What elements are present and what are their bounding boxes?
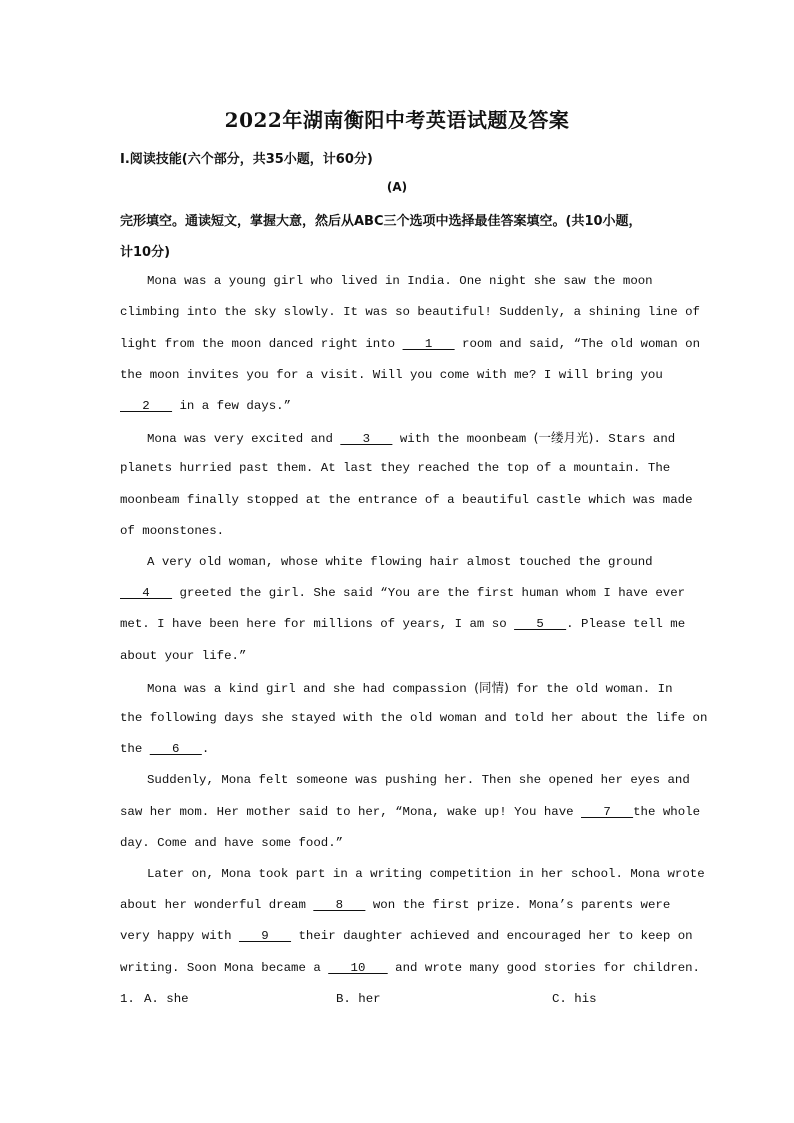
passage-line: climbing into the sky slowly. It was so beautiful! Suddenly, a shining line of	[120, 305, 700, 319]
text-segment: Mona was a kind girl and she had compassion	[147, 682, 475, 696]
passage-line	[120, 399, 291, 413]
text-segment: Mona was very excited and	[147, 432, 341, 446]
passage-line: planets hurried past them. At last they reached the top of a mountain. The	[120, 461, 671, 475]
passage-line	[147, 428, 675, 446]
text-segment: for the old woman. In	[508, 682, 673, 696]
blank-6: 6	[149, 742, 202, 756]
text-segment: . Stars and	[593, 432, 676, 446]
passage-line: of moonstones.	[120, 524, 225, 538]
text-segment: . Please tell me	[566, 617, 686, 631]
passage-line	[120, 961, 700, 975]
passage-line	[120, 929, 693, 943]
passage-line	[120, 742, 209, 756]
passage-line	[120, 898, 670, 912]
part-label: (A)	[386, 180, 408, 194]
question-1-option-a: A. she	[144, 992, 189, 1006]
chinese-gloss: (一缕月光)	[533, 430, 594, 445]
instructions-line-1: 完形填空。通读短文，掌握大意，然后从ABC三个选项中选择最佳答案填空。(共10小题，	[120, 214, 642, 229]
question-1-number: 1.	[120, 992, 135, 1006]
text-segment: with the moonbeam	[392, 432, 534, 446]
section-heading: I.阅读技能(六个部分，共35小题，计60分)	[120, 152, 373, 167]
passage-line: the moon invites you for a visit. Will you come with me? I will bring you	[120, 368, 663, 382]
passage-line: moonbeam finally stopped at the entrance of a beautiful castle which was made	[120, 493, 693, 507]
blank-7: 7	[581, 805, 634, 819]
text-segment: .	[201, 742, 210, 756]
document-title: 2022年湖南衡阳中考英语试题及答案	[224, 108, 570, 132]
blank-3: 3	[340, 432, 393, 446]
text-segment: in a few days.”	[172, 399, 292, 413]
blank-10: 10	[328, 961, 388, 975]
passage-line	[120, 805, 700, 819]
passage-line: A very old woman, whose white flowing hair almost touched the ground	[147, 555, 653, 569]
question-1-option-b: B. her	[336, 992, 381, 1006]
passage-line: Mona was a young girl who lived in India. One night she saw the moon	[147, 274, 653, 288]
question-1-option-c: C. his	[552, 992, 597, 1006]
text-segment: met. I have been here for millions of years, I am so	[120, 617, 515, 631]
blank-8: 8	[313, 898, 366, 912]
passage-line: Later on, Mona took part in a writing competition in her school. Mona wrote	[147, 867, 705, 881]
passage-line: Suddenly, Mona felt someone was pushing her. Then she opened her eyes and	[147, 773, 690, 787]
text-segment: their daughter achieved and encouraged her to keep on	[291, 929, 693, 943]
blank-1: 1	[402, 337, 455, 351]
passage-line: the following days she stayed with the old woman and told her about the life on	[120, 711, 708, 725]
passage-line	[120, 586, 685, 600]
text-segment: saw her mom. Her mother said to her, “Mona, wake up! You have	[120, 805, 582, 819]
text-segment: room and said, “The old woman on	[454, 337, 700, 351]
text-segment: writing. Soon Mona became a	[120, 961, 329, 975]
passage-line: day. Come and have some food.”	[120, 836, 344, 850]
text-segment: light from the moon danced right into	[120, 337, 403, 351]
blank-5: 5	[514, 617, 567, 631]
text-segment: greeted the girl. She said “You are the first human whom I have ever	[172, 586, 686, 600]
text-segment: the whole	[633, 805, 700, 819]
blank-9: 9	[238, 929, 292, 943]
passage-line	[120, 617, 685, 631]
text-segment: the	[120, 742, 150, 756]
text-segment: won the first prize. Mona’s parents were	[365, 898, 671, 912]
passage-line	[120, 337, 700, 351]
passage-line	[147, 678, 673, 696]
instructions-line-2: 计10分)	[120, 245, 171, 260]
blank-4: 4	[120, 586, 173, 600]
chinese-gloss: (同情)	[474, 680, 509, 695]
passage-line: about your life.”	[120, 649, 247, 663]
text-segment: about her wonderful dream	[120, 898, 314, 912]
text-segment: very happy with	[120, 929, 239, 943]
text-segment: and wrote many good stories for children.	[387, 961, 700, 975]
blank-2: 2	[120, 399, 173, 413]
